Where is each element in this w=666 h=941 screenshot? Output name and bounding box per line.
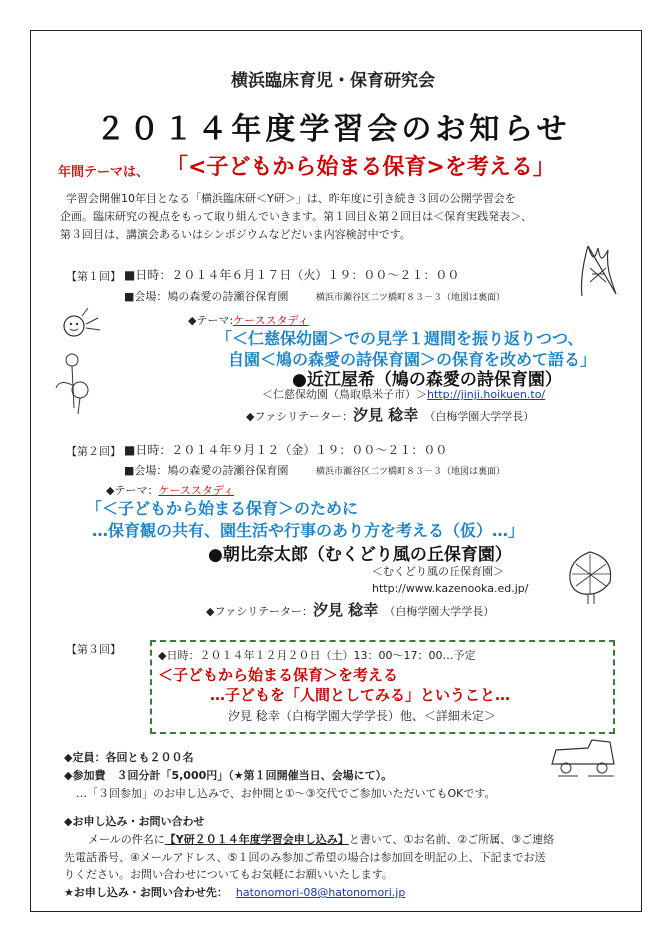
session3-theme-line2: …子どもを「人間としてみる」ということ… (210, 686, 511, 704)
facilitator-role: （白梅学園大学学長） (384, 605, 495, 618)
theme-prefix: ◆テーマ： (106, 484, 159, 497)
ref-name: ＜仁慈保幼園（鳥取県米子市）＞ (262, 388, 427, 401)
facilitator-role: （白梅学園大学学長） (424, 410, 535, 423)
apply-line3: りください。お問い合わせについてもお気軽にお願いいたします。 (64, 868, 393, 881)
intro-text (60, 190, 606, 244)
facilitator-name: 汐見 稔幸 (353, 406, 419, 424)
apply-pre: メールの件名に (88, 833, 165, 846)
session2-theme-line1: 「＜子どもから始まる保育＞のために (86, 499, 359, 518)
child-drawing-hand-icon (572, 238, 624, 300)
session2-theme-line2: …保育観の共有、園生活や行事のあり方を考える（仮）…」 (92, 521, 525, 540)
session1-theme-line2: 自園＜鳩の森愛の詩保育園＞の保育を改めて語る」 (228, 350, 597, 369)
session2-venue: ■会場：鳩の森愛の詩瀬谷保育園 (124, 464, 289, 477)
intro-line: 学習会開催10年目となる「横浜臨床研＜Y研＞」は、昨年度に引き続き３回の公開学習会を (66, 192, 516, 205)
facilitator-label: ◆ファシリテーター： (206, 605, 314, 618)
apply-line1 (88, 831, 554, 847)
fee-note: …「３回参加」のお申し込みで、お仲間と①～③交代でご参加いただいてもOKです。 (76, 787, 496, 800)
contact (64, 884, 405, 900)
facilitator-label: ◆ファシリテーター： (246, 410, 354, 423)
apply-post: と書いて、①お名前、②ご所属、③ご連絡 (348, 833, 555, 846)
intro-line: 企画。臨床研究の視点をもって取り組んでいきます。第１回目＆第２回目は＜保育実践発表＞、 (60, 210, 533, 223)
session2-speaker: ●朝比奈太郎（むくどり風の丘保育園） (208, 545, 512, 565)
session1-ref (262, 386, 545, 402)
session2-label: 【第２回】 (66, 445, 121, 458)
session1-theme-line1: 「＜仁慈保幼園＞での見学１週間を振り返りつつ、 (216, 329, 584, 348)
session3-speakers: 汐見 稔幸（白梅学園大学学長）他、＜詳細未定＞ (228, 709, 496, 723)
session1-speaker: ●近江屋希（鳩の森愛の詩保育園） (292, 370, 562, 390)
session1-facilitator (246, 404, 534, 425)
theme-prefix: ◆テーマ: (188, 314, 234, 327)
apply-subject: 【Y研２０１４年度学習会申し込み】 (164, 833, 349, 846)
contact-email-link[interactable]: hatonomori-08@hatonomori.jp (235, 886, 406, 899)
flower-drawing-icon (50, 348, 106, 418)
capacity: ◆定員：各回とも２００名 (64, 751, 194, 764)
intro-line: 第３回目は、講演会あるいはシンポジウムなどだいま内容検討中です。 (60, 228, 411, 241)
session1-ref-link[interactable]: http://jinji.hoikuen.to/ (427, 388, 546, 401)
session2-datetime: ■日時：２０１４年９月１２（金）１９：００～２１：００ (124, 443, 448, 457)
case-study-tag: ケーススタディ (158, 484, 235, 497)
session1-label: 【第１回】 (66, 270, 121, 283)
page-title: ２０１４年度学習会のお知らせ (95, 112, 571, 147)
annual-theme: 「<子どもから始まる保育>を考える」 (166, 155, 555, 180)
session2-ref: ＜むくどり風の丘保育園＞ (372, 565, 504, 578)
session3-datetime: ◆日時：２０１４年１２月２０日（土）13：00～17：00…予定 (158, 649, 476, 662)
session3-theme-line1: ＜子どもから始まる保育＞を考える (158, 666, 399, 684)
session2-ref-link[interactable]: http://www.kazenooka.ed.jp/ (372, 582, 529, 595)
case-study-tag: ケーススタディ (233, 314, 309, 327)
smiley-drawing-icon (56, 306, 104, 346)
session2-address: 横浜市瀬谷区二ツ橋町８３－３（地図は裏面） (316, 467, 506, 477)
session1-address: 横浜市瀬谷区二ツ橋町８３－３（地図は裏面） (316, 293, 506, 303)
contact-label: ★お申し込み・お問い合わせ先： (64, 886, 228, 899)
fee: ◆参加費 ３回分計「5,000円」（★第１回開催当日、会場にて）。 (64, 769, 393, 782)
session2-facilitator (206, 599, 494, 620)
annual-theme-lead: 年間テーマは、 (58, 165, 150, 180)
session3-label: 【第３回】 (66, 643, 121, 656)
apply-title: ◆お申し込み・お問い合わせ (64, 815, 205, 828)
apply-line2: 先電話番号、④メールアドレス、⑤１回のみ参加ご希望の場合は参加回を明記の上、下記までお送 (64, 851, 546, 864)
session1-datetime: ■日時：２０１４年６月１７日（火）１９：００～２１：００ (124, 268, 460, 282)
car-drawing-icon (548, 736, 620, 780)
facilitator-name: 汐見 稔幸 (313, 601, 379, 619)
tree-drawing-icon (560, 540, 622, 606)
session1-venue: ■会場：鳩の森愛の詩瀬谷保育園 (124, 290, 289, 303)
organization-name: 横浜臨床育児・保育研究会 (231, 71, 435, 91)
